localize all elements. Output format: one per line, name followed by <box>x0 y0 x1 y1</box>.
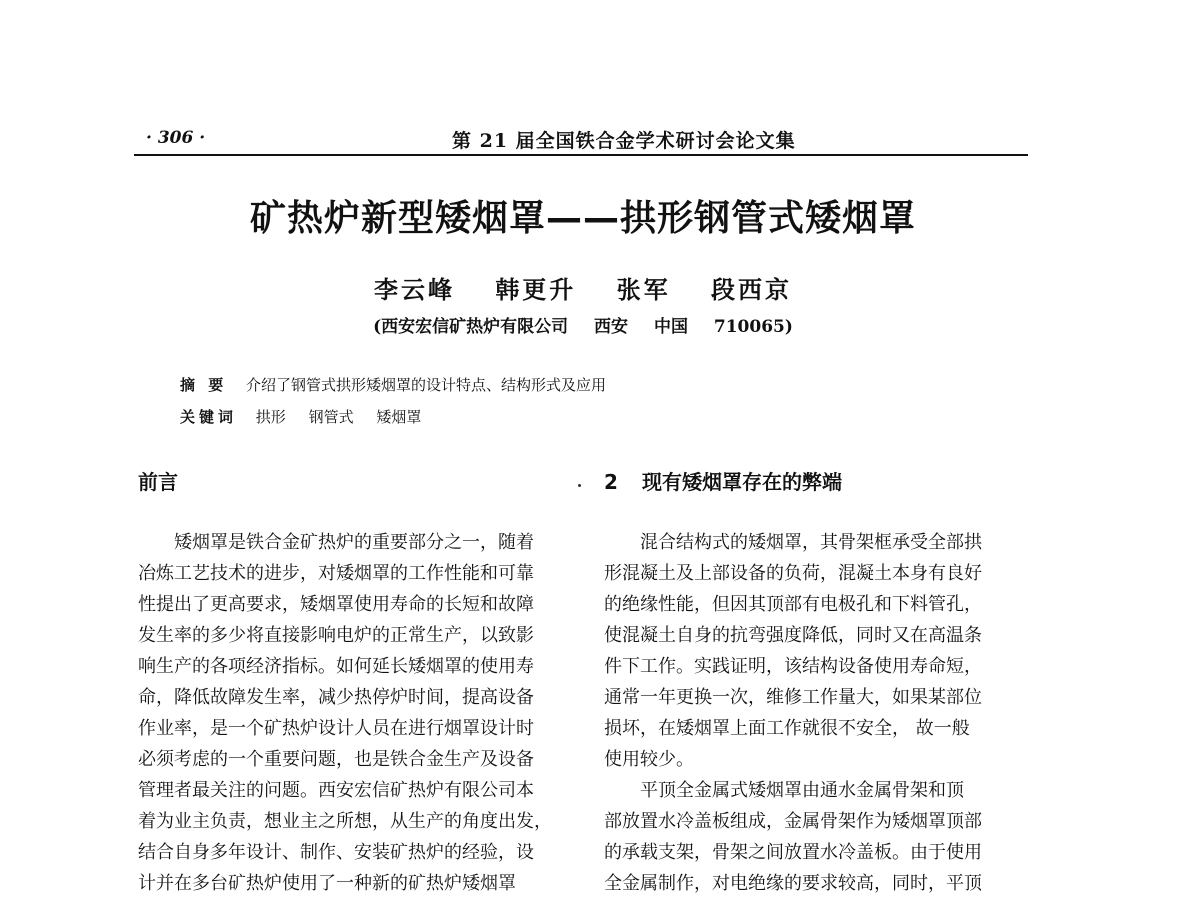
text-line: 的承载支架，骨架之间放置水冷盖板。由于使用 <box>604 842 982 863</box>
author-name: 李云峰 <box>373 275 455 304</box>
text-line: 部放置水冷盖板组成，金属骨架作为矮烟罩顶部 <box>604 811 982 832</box>
dot-mark <box>578 484 581 487</box>
abstract-label: 摘 要 <box>180 376 228 394</box>
text-line: 命，降低故障发生率，减少热停炉时间，提高设备 <box>138 687 534 708</box>
affiliation <box>0 312 1166 337</box>
text-line: 件下工作。实践证明，该结构设备使用寿命短， <box>604 656 982 677</box>
affiliation-org: (西安宏信矿热炉有限公司 <box>373 317 569 337</box>
text-line: 必须考虑的一个重要问题，也是铁合金生产及设备 <box>138 749 534 770</box>
text-line: 结合自身多年设计、制作、安装矿热炉的经验，设 <box>138 842 534 863</box>
author-name: 张军 <box>616 275 671 304</box>
keyword: 钢管式 <box>308 408 354 426</box>
text-line: 作业率，是一个矿热炉设计人员在进行烟罩设计时 <box>138 718 534 739</box>
keyword: 矮烟罩 <box>376 408 422 426</box>
text-line: 发生率的多少将直接影响电炉的正常生产，以致影 <box>138 625 534 646</box>
text-line: 使用较少。 <box>604 749 694 770</box>
text-line: 计并在多台矿热炉使用了一种新的矿热炉矮烟罩 <box>138 873 516 894</box>
text-line: 通常一年更换一次，维修工作量大，如果某部位 <box>604 687 982 708</box>
text-line: 损坏，在矮烟罩上面工作就很不安全， 故一般 <box>604 718 970 739</box>
page-number: · 306 · <box>146 128 206 148</box>
section2-paragraph-2 <box>604 775 1032 899</box>
text-line: 冶炼工艺技术的进步，对矮烟罩的工作性能和可靠 <box>138 563 534 584</box>
abstract-text: 介绍了钢管式拱形矮烟罩的设计特点、结构形式及应用 <box>246 376 607 394</box>
running-title: 第 21 届全国铁合金学术研讨会论文集 <box>452 130 796 152</box>
author-list <box>0 270 1166 305</box>
paper-title: 矿热炉新型矮烟罩——拱形钢管式矮烟罩 <box>249 198 916 239</box>
header-rule <box>134 154 1028 156</box>
text-line: 全金属制作，对电绝缘的要求较高，同时，平顶 <box>604 873 982 894</box>
text-line: 混合结构式的矮烟罩，其骨架框承受全部拱 <box>640 532 982 553</box>
keywords-label: 关键词 <box>180 408 238 426</box>
keywords <box>180 406 439 427</box>
affiliation-country: 中国 <box>653 317 688 337</box>
text-line: 管理者最关注的问题。西安宏信矿热炉有限公司本 <box>138 780 534 801</box>
author-name: 韩更升 <box>495 275 577 304</box>
text-line: 的绝缘性能，但因其顶部有电极孔和下料管孔， <box>604 594 982 615</box>
section2-paragraph-1 <box>604 527 1032 775</box>
text-line: 响生产的各项经济指标。如何延长矮烟罩的使用寿 <box>138 656 534 677</box>
text-line: 矮烟罩是铁合金矿热炉的重要部分之一，随着 <box>174 532 534 553</box>
keyword: 拱形 <box>255 408 286 426</box>
affiliation-postcode: 710065) <box>713 317 793 337</box>
affiliation-city: 西安 <box>594 317 629 337</box>
text-line: 性提出了更高要求，矮烟罩使用寿命的长短和故障 <box>138 594 534 615</box>
section-heading-intro: 前言 <box>138 470 178 494</box>
text-line: 使混凝土自身的抗弯强度降低，同时又在高温条 <box>604 625 982 646</box>
text-line: 着为业主负责，想业主之所想，从生产的角度出发， <box>138 811 552 832</box>
section-title: 现有矮烟罩存在的弊端 <box>642 470 842 494</box>
section-number: 2 <box>604 470 618 494</box>
text-line: 形混凝土及上部设备的负荷，混凝土本身有良好 <box>604 563 982 584</box>
text-line: 平顶全金属式矮烟罩由通水金属骨架和顶 <box>640 780 964 801</box>
intro-paragraph <box>138 527 564 899</box>
section-heading-2 <box>604 466 842 495</box>
abstract <box>180 374 606 395</box>
author-name: 段西京 <box>711 275 793 304</box>
